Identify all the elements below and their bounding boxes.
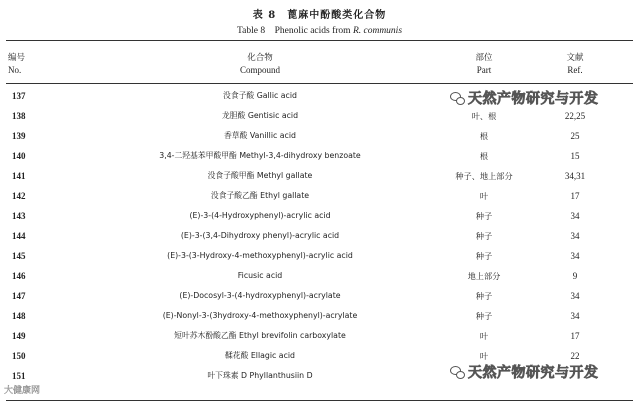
cell-compound: 短叶苏木酚酸乙酯 Ethyl brevifolin carboxylate <box>174 331 346 340</box>
table-row <box>0 306 639 326</box>
table-row <box>0 266 639 286</box>
cell-ref: 34 <box>570 311 580 321</box>
table-row <box>0 246 639 266</box>
cell-no: 149 <box>12 331 26 341</box>
table-row <box>0 326 639 346</box>
cell-ref: 15 <box>570 151 580 161</box>
cell-ref: 25 <box>570 131 580 141</box>
caption-species: R. communis <box>352 26 403 36</box>
table-row <box>0 146 639 166</box>
cell-ref: 34 <box>570 231 580 241</box>
table-row <box>0 206 639 226</box>
cell-no: 146 <box>12 271 26 281</box>
cell-part: 种子 <box>475 211 493 221</box>
cell-no: 151 <box>12 371 26 381</box>
bottom-rule <box>6 400 633 401</box>
table-row <box>0 226 639 246</box>
cell-part: 种子 <box>475 291 493 301</box>
table-row <box>0 166 639 186</box>
cell-ref: 34,31 <box>564 171 586 181</box>
cell-no: 139 <box>12 131 26 141</box>
table-row <box>0 126 639 146</box>
header-no-cn: 编号 <box>8 53 26 63</box>
cell-compound: 香草酸 Vanillic acid <box>224 131 296 140</box>
cell-compound: 没食子酸甲酯 Methyl gallate <box>207 171 313 180</box>
table-body <box>0 86 639 386</box>
cell-no: 150 <box>12 351 26 361</box>
header-rule <box>6 83 633 84</box>
header-ref-cn: 文献 <box>566 53 584 63</box>
wechat-icon <box>450 366 464 378</box>
header-compound <box>120 52 400 76</box>
cell-ref: 22,25 <box>564 111 586 121</box>
cell-compound: (E)-Docosyl-3-(4-hydroxyphenyl)-acrylate <box>179 291 341 300</box>
header-part-en: Part <box>476 65 492 75</box>
cell-no: 144 <box>12 231 26 241</box>
cell-part: 根 <box>479 151 489 161</box>
cell-part: 种子 <box>475 311 493 321</box>
header-ref <box>540 52 610 76</box>
cell-part: 地上部分 <box>467 271 501 281</box>
table-caption-en <box>0 22 639 36</box>
cell-ref: 34 <box>570 211 580 221</box>
cell-part: 根 <box>479 131 489 141</box>
header-compound-en: Compound <box>239 65 280 75</box>
cell-compound: 没食子酸 Gallic acid <box>223 91 297 100</box>
header-no-en: No. <box>8 65 22 75</box>
cell-compound: 鞣花酸 Ellagic acid <box>225 351 295 360</box>
cell-no: 145 <box>12 251 26 261</box>
cell-no: 143 <box>12 211 26 221</box>
table-row <box>0 106 639 126</box>
cell-no: 147 <box>12 291 26 301</box>
cell-part: 种子、地上部分 <box>455 171 513 181</box>
cell-part: 种子 <box>475 231 493 241</box>
cell-no: 148 <box>12 311 26 321</box>
table-row <box>0 286 639 306</box>
caption-en-prefix: Table 8 Phenolic acids from <box>236 26 353 36</box>
cell-part: 叶 <box>479 191 489 201</box>
cell-compound: (E)-3-(3,4-Dihydroxy phenyl)-acrylic acid <box>180 231 340 240</box>
header-compound-cn: 化合物 <box>247 53 273 63</box>
cell-no: 140 <box>12 151 26 161</box>
cell-ref: 17 <box>570 191 580 201</box>
header-part <box>444 52 524 76</box>
watermark <box>450 362 599 382</box>
cell-compound: Ficusic acid <box>237 271 283 280</box>
table-caption-cn: 表 8 蓖麻中酚酸类化合物 <box>252 10 387 21</box>
cell-compound: (E)-Nonyl-3-(3hydroxy-4-methoxyphenyl)-acrylate <box>162 311 358 320</box>
watermark <box>450 88 599 108</box>
cell-compound: 龙胆酸 Gentisic acid <box>221 111 299 120</box>
cell-part: 叶、根 <box>471 111 497 121</box>
cell-ref: 34 <box>570 251 580 261</box>
watermark-text: 天然产物研究与开发 <box>468 365 599 381</box>
wechat-icon <box>450 92 464 104</box>
cell-ref: 9 <box>572 271 578 281</box>
cell-ref: 34 <box>570 291 580 301</box>
cell-compound: 叶下珠素 D Phyllanthusiin D <box>207 371 313 380</box>
header-part-cn: 部位 <box>475 53 493 63</box>
cell-compound: 没食子酸乙酯 Ethyl gallate <box>210 191 310 200</box>
header-no <box>8 52 44 76</box>
header-ref-en: Ref. <box>567 65 583 75</box>
cell-compound: (E)-3-(4-Hydroxyphenyl)-acrylic acid <box>189 211 331 220</box>
cell-no: 138 <box>12 111 26 121</box>
cell-compound: (E)-3-(3-Hydroxy-4-methoxyphenyl)-acrylic acid <box>167 251 353 260</box>
corner-watermark: 大健康网 <box>4 386 41 396</box>
top-rule <box>6 40 633 41</box>
cell-no: 137 <box>12 91 26 101</box>
table-row <box>0 186 639 206</box>
cell-no: 141 <box>12 171 26 181</box>
cell-no: 142 <box>12 191 26 201</box>
watermark-text: 天然产物研究与开发 <box>468 91 599 107</box>
cell-part: 叶 <box>479 331 489 341</box>
cell-ref: 22 <box>570 351 580 361</box>
cell-ref: 17 <box>570 331 580 341</box>
cell-part: 叶 <box>479 351 489 361</box>
cell-compound: 3,4-二羟基苯甲酸甲酯 Methyl-3,4-dihydroxy benzoate <box>159 151 361 160</box>
cell-part: 种子 <box>475 251 493 261</box>
